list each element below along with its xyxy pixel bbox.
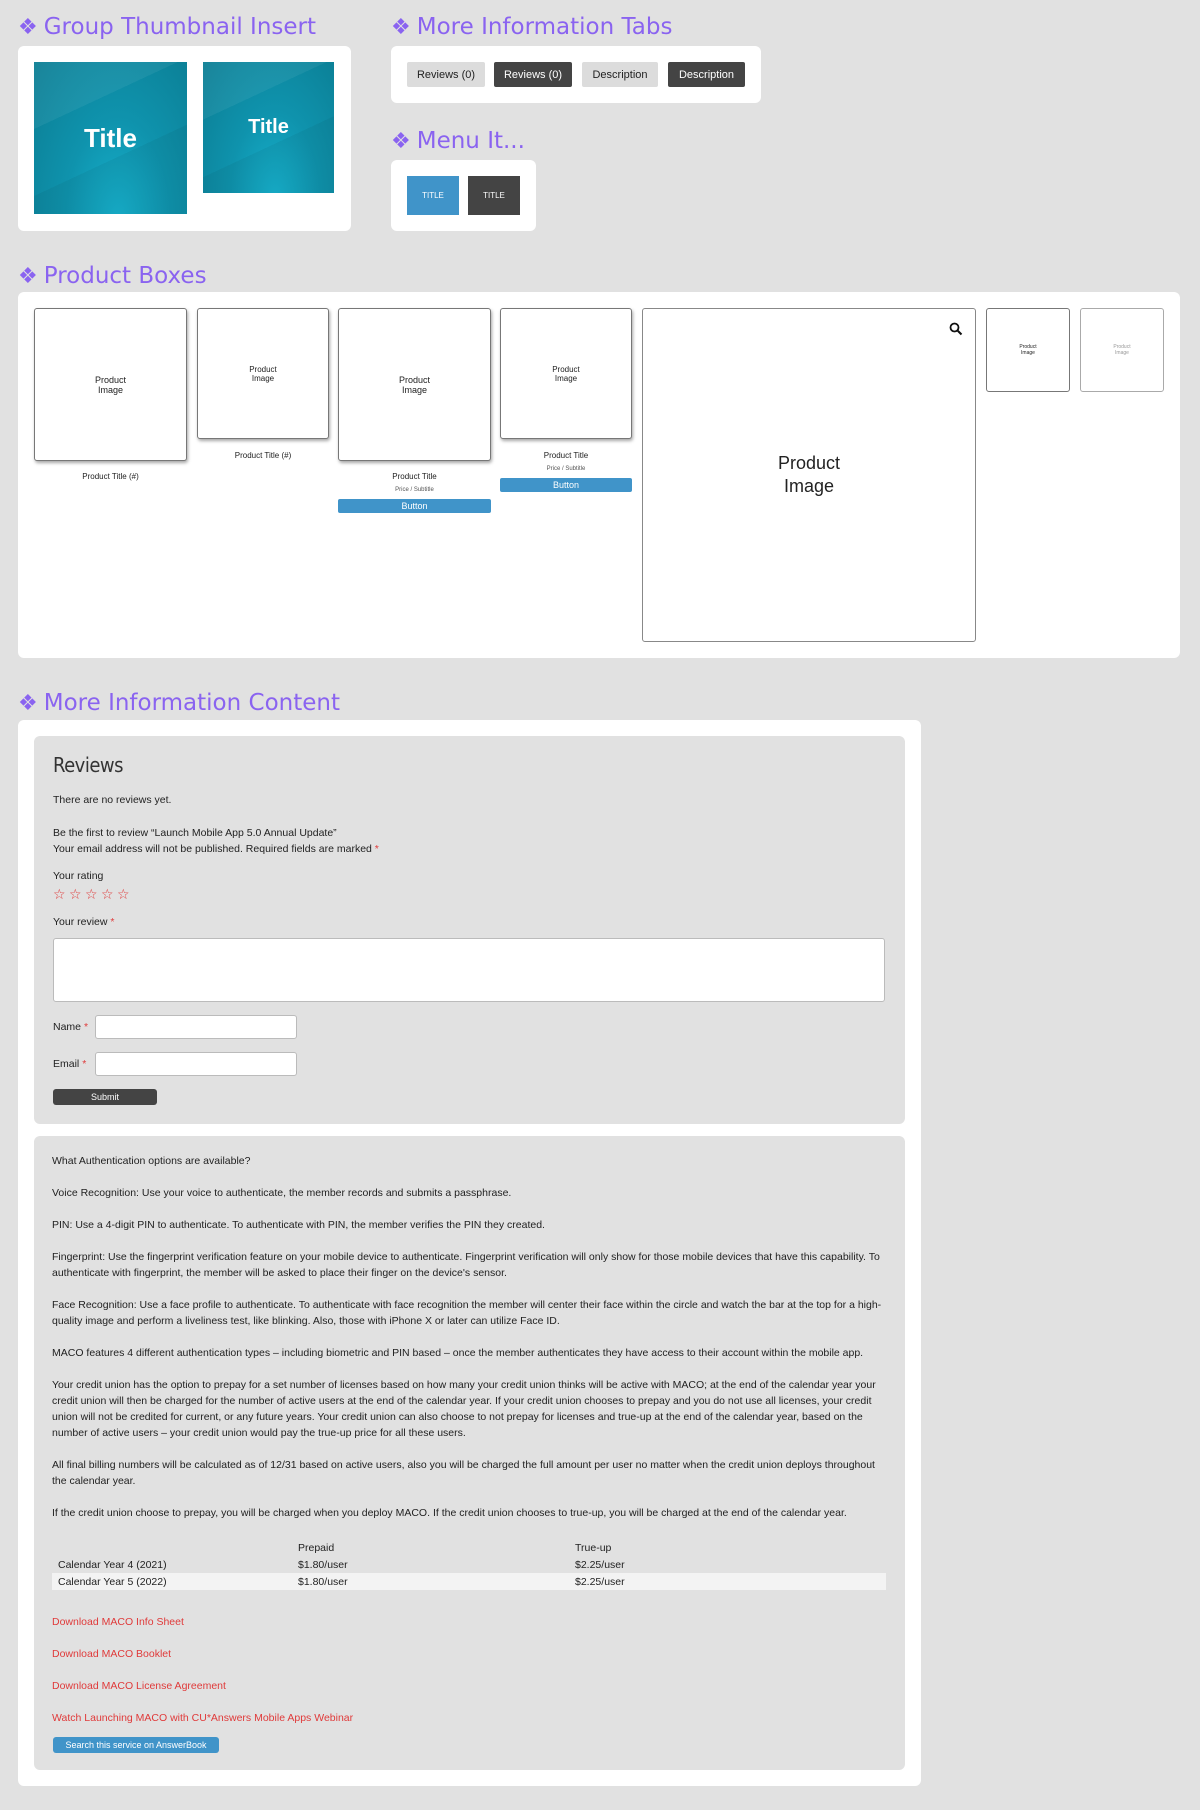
required-marker: * bbox=[83, 1021, 89, 1033]
section-title-group-thumbnail bbox=[18, 14, 316, 40]
product-button[interactable]: Button bbox=[500, 478, 632, 492]
diamond-icon: ❖ bbox=[18, 690, 38, 716]
product-image-label: Product Image bbox=[777, 453, 841, 496]
description-paragraph: All final billing numbers will be calculated as of 12/31 based on active users, also you will be charged the full amount per user no matter when the credit union deploys throughout the calendar year. bbox=[52, 1459, 875, 1487]
product-boxes-card bbox=[18, 292, 1180, 658]
diamond-icon: ❖ bbox=[18, 263, 38, 289]
product-price: Price / Subtitle bbox=[395, 487, 434, 493]
description-paragraph: Your credit union has the option to prepay for a set number of licenses based on how many your credit union thinks will be active with MACO; at the end of the calendar year your credit union will then be charged for the number of active users at the end of the calendar year. If your credit union chooses to prepay and you do not use all licenses, your credit union will not be credited for current, or any future years. Your credit union can also choose to not prepay for licenses and true-up at the end of the calendar year, based on the number of active users – your credit union would pay the true-up price for all these users. bbox=[52, 1379, 876, 1439]
diamond-icon: ❖ bbox=[391, 128, 411, 154]
description-panel bbox=[34, 1136, 905, 1770]
description-paragraph: Voice Recognition: Use your voice to authenticate, the member records and submits a passphrase. bbox=[52, 1187, 512, 1199]
reviews-panel bbox=[34, 736, 905, 1124]
description-paragraph: Face Recognition: Use a face profile to authenticate. To authenticate with face recognition the member will center their face within the circle and watch the bar at the top for a high-quality image and perform a liveliness test, like blinking. Also, those with iPhone X or later can utilize Face ID. bbox=[52, 1299, 882, 1327]
email-label bbox=[53, 1058, 86, 1070]
table-cell: $2.25/user bbox=[569, 1573, 886, 1590]
review-textarea[interactable] bbox=[53, 938, 885, 1002]
email-label-text: Email bbox=[53, 1058, 80, 1070]
thumbnail-small[interactable] bbox=[203, 62, 334, 193]
rating-label: Your rating bbox=[53, 870, 104, 882]
product-image-label: Product Image bbox=[552, 364, 580, 383]
section-title-label: More Information Tabs bbox=[416, 14, 673, 40]
section-title-label: Product Boxes bbox=[43, 263, 207, 289]
product-title[interactable]: Product Title bbox=[392, 472, 437, 481]
product-title[interactable]: Product Title (#) bbox=[234, 451, 292, 460]
name-label-text: Name bbox=[53, 1021, 82, 1033]
thumbnail-card bbox=[18, 46, 351, 231]
review-label-text: Your review bbox=[53, 916, 108, 928]
download-booklet-link[interactable]: Download MACO Booklet bbox=[52, 1648, 172, 1660]
product-image-label: Product Image bbox=[1019, 344, 1037, 356]
download-info-sheet-link[interactable]: Download MACO Info Sheet bbox=[52, 1616, 184, 1628]
description-paragraph: PIN: Use a 4-digit PIN to authenticate. To authenticate with PIN, the member verifies the PIN they created. bbox=[52, 1219, 545, 1231]
review-label bbox=[53, 916, 115, 928]
product-image-label: Product Image bbox=[94, 374, 127, 395]
email-note bbox=[53, 843, 379, 855]
table-header-cell: True-up bbox=[575, 1541, 612, 1554]
tab-reviews-dark[interactable]: Reviews (0) bbox=[494, 62, 572, 87]
table-row bbox=[52, 1556, 886, 1573]
menu-item-dark[interactable]: TITLE bbox=[468, 176, 520, 215]
product-button[interactable]: Button bbox=[338, 499, 491, 513]
email-input[interactable] bbox=[95, 1052, 297, 1076]
description-paragraph: If the credit union choose to prepay, you will be charged when you deploy MACO. If the credit union chooses to true-up, you will be charged at the end of the calendar year. bbox=[52, 1507, 847, 1519]
table-cell: Calendar Year 4 (2021) bbox=[58, 1558, 167, 1571]
reviews-heading: Reviews bbox=[53, 753, 123, 777]
thumbnail-title: Title bbox=[84, 122, 137, 153]
search-answerbook-button[interactable]: Search this service on AnswerBook bbox=[53, 1737, 219, 1753]
thumbnail-large[interactable] bbox=[34, 62, 187, 214]
submit-button[interactable]: Submit bbox=[53, 1089, 157, 1105]
product-image-small[interactable] bbox=[986, 308, 1070, 392]
section-title-label: Group Thumbnail Insert bbox=[43, 14, 317, 40]
diamond-icon: ❖ bbox=[391, 14, 411, 40]
product-image-label: Product Image bbox=[249, 364, 277, 383]
star-icon[interactable]: ☆ bbox=[85, 886, 98, 902]
required-marker: * bbox=[374, 843, 379, 855]
product-title[interactable]: Product Title bbox=[543, 451, 589, 460]
table-header-row bbox=[52, 1539, 886, 1556]
table-header-cell bbox=[52, 1539, 292, 1556]
product-image-large[interactable] bbox=[642, 308, 976, 642]
section-title-more-info-tabs bbox=[391, 14, 672, 40]
tab-reviews-light[interactable]: Reviews (0) bbox=[407, 62, 485, 87]
description-paragraph: What Authentication options are available? bbox=[52, 1155, 251, 1167]
table-cell: $2.25/user bbox=[575, 1558, 625, 1571]
pricing-table bbox=[52, 1539, 886, 1590]
table-header-cell: Prepaid bbox=[298, 1541, 335, 1554]
name-label bbox=[53, 1021, 88, 1033]
table-cell: Calendar Year 5 (2022) bbox=[52, 1573, 292, 1590]
product-image-label: Product Image bbox=[1113, 344, 1131, 356]
menu-card bbox=[391, 160, 536, 231]
diamond-icon: ❖ bbox=[18, 14, 38, 40]
table-row bbox=[52, 1573, 886, 1590]
product-image[interactable] bbox=[197, 308, 329, 439]
product-title[interactable]: Product Title (#) bbox=[82, 472, 139, 481]
product-image-small-faded[interactable] bbox=[1080, 308, 1164, 392]
download-license-agreement-link[interactable]: Download MACO License Agreement bbox=[52, 1680, 226, 1692]
required-marker: * bbox=[82, 1058, 87, 1070]
email-note-text: Your email address will not be published. Required fields are marked bbox=[53, 843, 372, 855]
no-reviews-text: There are no reviews yet. bbox=[53, 794, 172, 806]
star-icon[interactable]: ☆ bbox=[53, 886, 66, 902]
star-icon[interactable]: ☆ bbox=[117, 886, 130, 902]
table-cell: $1.80/user bbox=[292, 1573, 569, 1590]
section-title-more-info-content bbox=[18, 690, 340, 716]
product-price: Price / Subtitle bbox=[546, 466, 586, 472]
star-icon[interactable]: ☆ bbox=[69, 886, 82, 902]
first-review-text: Be the first to review “Launch Mobile App 5.0 Annual Update” bbox=[53, 827, 337, 839]
tab-description-dark[interactable]: Description bbox=[668, 62, 745, 87]
product-image[interactable] bbox=[338, 308, 491, 461]
product-image[interactable] bbox=[34, 308, 187, 461]
zoom-icon[interactable] bbox=[949, 322, 963, 336]
table-cell: $1.80/user bbox=[298, 1558, 348, 1571]
thumbnail-title: Title bbox=[248, 116, 289, 138]
product-image[interactable] bbox=[500, 308, 632, 439]
name-input[interactable] bbox=[95, 1015, 297, 1039]
watch-webinar-link[interactable]: Watch Launching MACO with CU*Answers Mobile Apps Webinar bbox=[52, 1712, 354, 1724]
section-title-label: More Information Content bbox=[43, 690, 340, 716]
menu-item-blue[interactable]: TITLE bbox=[407, 176, 459, 215]
section-title-menu-item bbox=[391, 128, 525, 154]
section-title-product-boxes bbox=[18, 263, 207, 289]
more-info-content-card bbox=[18, 720, 921, 1786]
section-title-label: Menu It... bbox=[416, 128, 525, 154]
description-paragraph: MACO features 4 different authentication types – including biometric and PIN based – once the member authenticates they have access to their account within the mobile app. bbox=[52, 1347, 864, 1359]
tab-description-light[interactable]: Description bbox=[582, 62, 658, 87]
required-marker: * bbox=[110, 916, 115, 928]
product-image-label: Product Image bbox=[398, 374, 431, 395]
description-paragraph: Fingerprint: Use the fingerprint verification feature on your mobile device to authenticate. Fingerprint verification will only show for those mobile devices that have this capability. To authenticate with fingerprint, the member will be asked to place their finger on the device's sensor. bbox=[52, 1251, 880, 1279]
star-icon[interactable]: ☆ bbox=[101, 886, 114, 902]
